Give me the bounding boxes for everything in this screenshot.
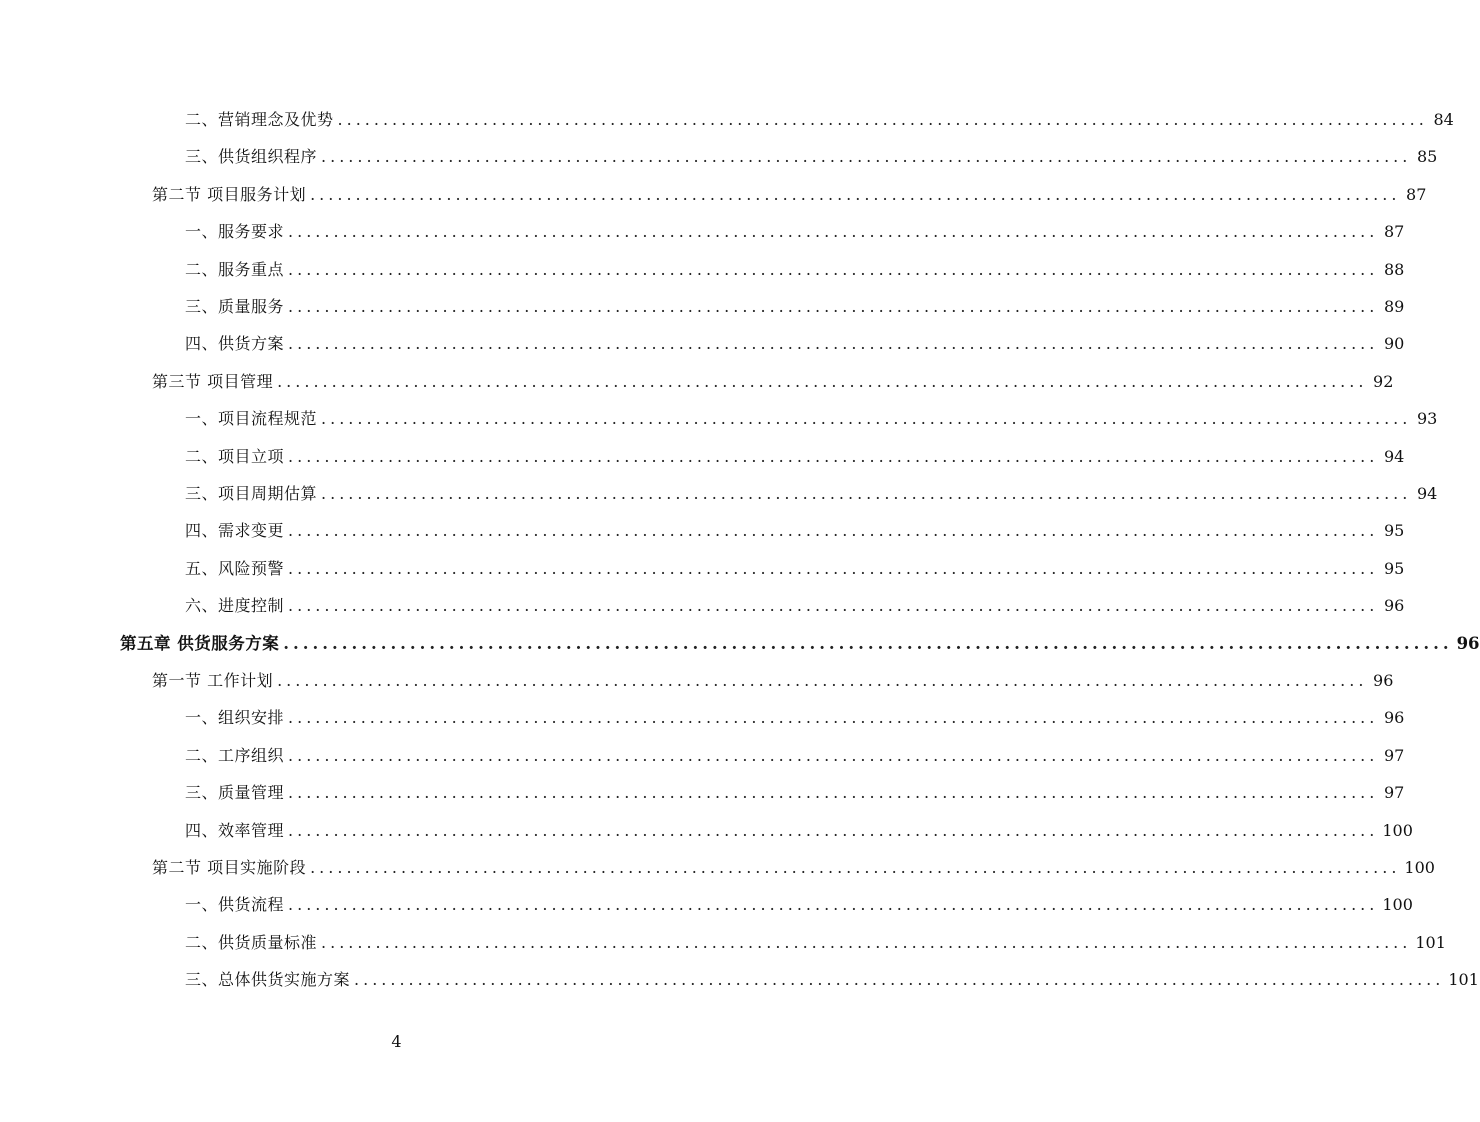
toc-leader-dots: ........................................................................................................................ [288,820,1379,840]
page-number: 4 [391,1032,402,1051]
toc-entry[interactable] [185,442,1405,472]
toc-leader-dots: ........................................................................................................................ [288,745,1379,765]
toc-entry-title: 二、项目立项 [185,446,285,466]
toc-entry[interactable] [152,180,1427,210]
toc-entry-title: 四、效率管理 [185,820,285,840]
toc-entry-page: 94 [1416,484,1438,503]
toc-leader-dots: ........................................................................................................................ [288,708,1379,728]
toc-entry-page: 90 [1383,334,1405,354]
toc-entry[interactable] [185,479,1438,509]
toc-leader-dots: ........................................................................................................................ [321,409,1412,429]
toc-entry-page: 100 [1382,820,1413,840]
toc-leader-dots: ........................................................................................................................ [277,371,1368,391]
toc-entry-page: 93 [1416,409,1438,429]
toc-entry-title: 二、服务重点 [185,259,285,279]
toc-entry-page: 84 [1433,110,1454,129]
toc-entry-title: 一、项目流程规范 [185,409,318,429]
toc-entry[interactable] [185,591,1405,621]
toc-entry[interactable] [152,367,1394,397]
toc-entry[interactable] [185,890,1413,920]
toc-entry-page: 95 [1383,521,1405,541]
toc-entry-title: 一、服务要求 [185,222,285,242]
toc-entry-title: 三、质量服务 [185,297,285,316]
toc-entry-title: 三、总体供货实施方案 [185,970,351,990]
toc-entry[interactable] [152,853,1435,883]
toc-leader-dots: ........................................................................................................................ [321,484,1412,503]
toc-leader-dots: ........................................................................................................................ [288,334,1379,354]
toc-entry-title: 第二节 项目实施阶段 [152,858,307,877]
toc-leader-dots: ........................................................................................................................ [288,259,1379,279]
toc-entry-page: 97 [1383,783,1405,803]
toc-entry[interactable] [185,329,1405,359]
toc-entry[interactable] [185,554,1405,584]
toc-entry[interactable] [185,217,1405,247]
toc-leader-dots: ........................................................................................................................ [310,184,1401,204]
toc-entry-title: 三、项目周期估算 [185,484,318,503]
toc-leader-dots: ........................................................................................................................ [288,222,1379,242]
toc-entry-page: 85 [1416,147,1438,167]
toc-entry[interactable] [185,516,1405,546]
toc-leader-dots: ........................................................................................................................ [288,558,1379,578]
toc-entry-title: 三、供货组织程序 [185,147,318,167]
toc-entry-title: 一、供货流程 [185,895,285,915]
toc-leader-dots: ........................................................................................................................ [288,783,1379,803]
toc-leader-dots: ........................................................................................................................ [288,895,1379,915]
toc-leader-dots: ........................................................................................................................ [321,147,1412,167]
toc-leader-dots: ........................................................................................................................ [288,521,1379,541]
toc-entry[interactable] [185,404,1438,434]
toc-entry[interactable] [152,666,1394,696]
toc-leader-dots: ........................................................................................................................ [337,110,1428,129]
toc-entry-title: 四、供货方案 [185,334,285,354]
toc-entry-title: 第一节 工作计划 [152,671,274,690]
toc-entry[interactable] [185,703,1405,733]
toc-entry-page: 101 [1448,970,1479,990]
toc-entry-title: 三、质量管理 [185,783,285,803]
toc-leader-dots: ........................................................................................................................ [354,970,1445,990]
toc-entry-page: 92 [1373,371,1394,391]
toc-entry-page: 95 [1383,558,1405,578]
toc-entry-page: 97 [1383,745,1405,765]
toc-entry[interactable] [185,105,1454,135]
toc-entry-page: 87 [1406,184,1427,204]
toc-entry[interactable] [185,778,1405,808]
toc-entry-title: 第二节 项目服务计划 [152,184,307,204]
toc-entry-page: 101 [1415,932,1446,952]
toc-entry-title: 六、进度控制 [185,596,285,616]
toc-entry-title: 一、组织安排 [185,708,285,728]
toc-entry-page: 96 [1373,671,1394,690]
toc-leader-dots: ........................................................................................................................ [321,932,1412,952]
toc-entry-page: 96 [1383,708,1405,728]
toc-entry-title: 第三节 项目管理 [152,371,274,391]
toc-entry[interactable] [185,816,1413,846]
toc-leader-dots: ........................................................................................................................ [283,633,1453,653]
toc-entry-page: 96 [1383,596,1405,616]
toc-entry[interactable] [185,965,1479,995]
toc-entry-title: 四、需求变更 [185,521,285,541]
toc-leader-dots: ........................................................................................................................ [288,446,1379,466]
toc-entry-page: 88 [1383,259,1405,279]
toc-leader-dots: ........................................................................................................................ [277,671,1368,690]
toc-entry[interactable] [185,928,1446,958]
toc-entry-page: 100 [1404,858,1435,877]
toc-entry-page: 96 [1456,633,1480,653]
toc-entry-title: 二、营销理念及优势 [185,110,334,129]
toc-leader-dots: ........................................................................................................................ [288,297,1379,316]
toc-entry[interactable] [185,142,1438,172]
toc-entry-title: 五、风险预警 [185,558,285,578]
toc-entry-title: 二、工序组织 [185,745,285,765]
toc-entry-page: 87 [1383,222,1405,242]
toc-entry-page: 100 [1382,895,1413,915]
toc-entry-page: 94 [1383,446,1405,466]
toc-entry[interactable] [120,629,1480,659]
toc-entry[interactable] [185,292,1405,322]
toc-entry[interactable] [185,255,1405,285]
toc-entry-title: 二、供货质量标准 [185,932,318,952]
toc-entry-page: 89 [1383,297,1405,316]
toc-leader-dots: ........................................................................................................................ [288,596,1379,616]
toc-entry-title: 第五章 供货服务方案 [120,633,280,653]
toc-entry[interactable] [185,741,1405,771]
toc-leader-dots: ........................................................................................................................ [310,858,1401,877]
